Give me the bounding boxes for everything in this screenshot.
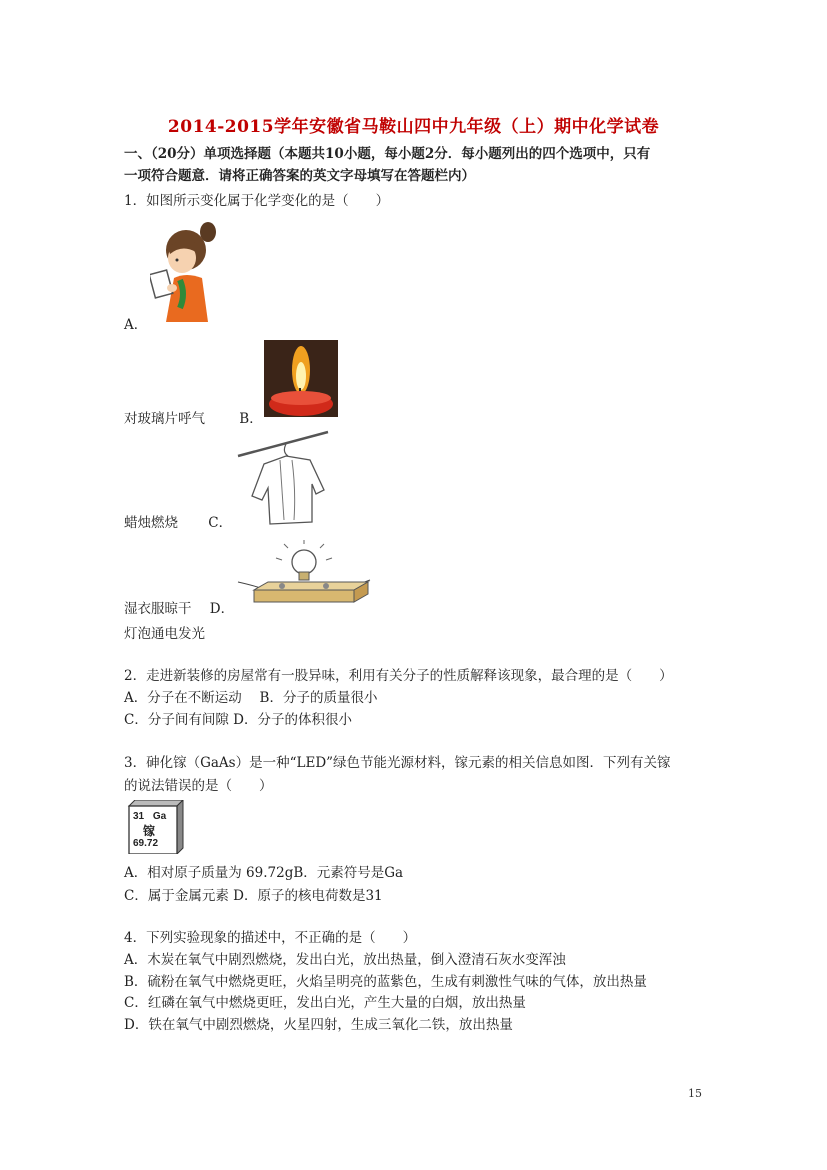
element-symbol: Ga (152, 811, 167, 822)
exam-title: 2014-2015学年安徽省马鞍山四中九年级（上）期中化学试卷 (167, 117, 660, 137)
element-name: 镓 (143, 824, 156, 838)
gallium-element-card (125, 800, 185, 854)
q1-option-d-label: D． (209, 601, 235, 617)
q1-option-c-caption: 湿衣服晾干 (124, 601, 192, 617)
section-line-1: 一、（20分）单项选择题（本题共10小题，每小题2分．每小题列出的四个选项中，只有 (124, 146, 651, 162)
q3-stem-line-1: 3．砷化镓（GaAs）是一种“LED”绿色节能光源材料，镓元素的相关信息如图．下列有关镓 (124, 755, 671, 771)
lightbulb-figure (236, 540, 372, 610)
q1-option-a-caption-row (124, 407, 263, 427)
q2-stem: 2．走进新装修的房屋常有一股异味，利用有关分子的性质解释该现象，最合理的是（ ） (124, 668, 673, 684)
girl-breathing-figure (150, 218, 220, 324)
q1-stem: 1．如图所示变化属于化学变化的是（ ） (124, 193, 390, 209)
q3-options-row-2: C．属于金属元素 D．原子的核电荷数是31 (124, 888, 383, 904)
q1-option-b-label: B． (239, 411, 263, 427)
q1-option-a-caption: 对玻璃片呼气 (124, 411, 205, 427)
element-atomic-number: 31 (133, 811, 145, 822)
wet-clothes-figure (236, 430, 330, 526)
q1-option-a-label: A． (124, 317, 148, 333)
q4-option-b: B．硫粉在氧气中燃烧更旺，火焰呈明亮的蓝紫色，生成有刺激性气味的气体，放出热量 (124, 974, 647, 990)
q1-option-b-caption: 蜡烛燃烧 (124, 515, 178, 531)
q1-option-d-caption: 灯泡通电发光 (124, 626, 205, 642)
q4-option-a: A．木炭在氧气中剧烈燃烧，发出白光，放出热量，倒入澄清石灰水变浑浊 (124, 952, 566, 968)
q1-option-c-caption-row (124, 597, 234, 617)
element-atomic-mass: 69.72 (133, 838, 159, 849)
q4-stem: 4．下列实验现象的描述中，不正确的是（ ） (124, 930, 417, 946)
page-number: 15 (688, 1087, 702, 1100)
q2-options-row-2: C．分子间有间隙 D．分子的体积很小 (124, 712, 352, 728)
q3-options-row-1: A．相对原子质量为 69.72gB．元素符号是Ga (124, 865, 404, 881)
q4-option-c: C．红磷在氧气中燃烧更旺，发出白光，产生大量的白烟，放出热量 (124, 995, 526, 1011)
candle-figure (264, 340, 338, 417)
q1-option-c-label: C． (208, 515, 233, 531)
q1-option-b-caption-row (124, 511, 232, 531)
q2-options-row-1: A．分子在不断运动 B．分子的质量很小 (124, 690, 378, 706)
q4-option-d: D．铁在氧气中剧烈燃烧，火星四射，生成三氧化二铁，放出热量 (124, 1017, 513, 1033)
section-heading (124, 143, 714, 187)
section-line-2: 一项符合题意．请将正确答案的英文字母填写在答题栏内） (124, 168, 475, 184)
q3-stem-line-2: 的说法错误的是（ ） (124, 778, 273, 794)
